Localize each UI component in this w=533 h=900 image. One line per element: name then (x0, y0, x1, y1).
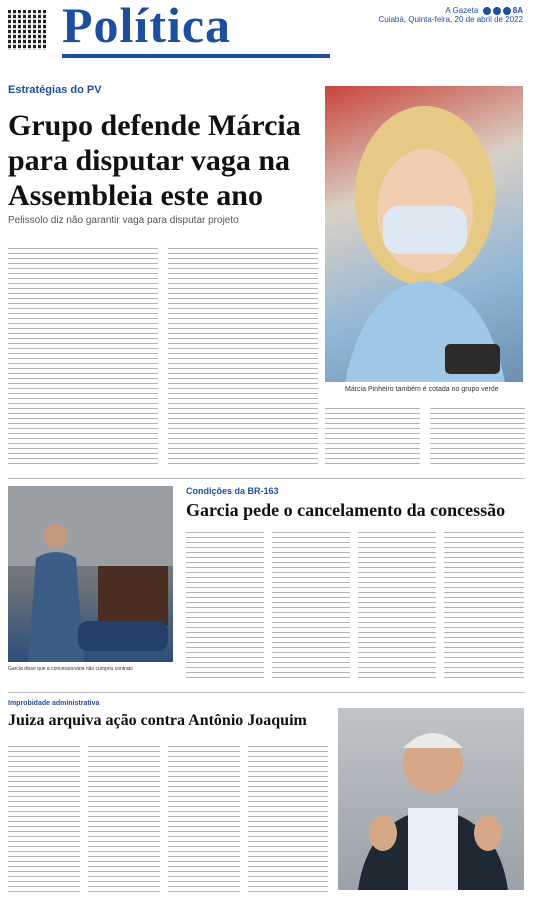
article3-text-col (248, 742, 328, 892)
article2-photo-caption: Garcia disse que a concessionária não cumpriu contrato (8, 666, 133, 672)
divider (8, 692, 525, 693)
page-number: 8A (512, 6, 523, 15)
article1-headline (8, 108, 320, 213)
article1-text-col (8, 246, 158, 464)
article2-text-col (358, 530, 436, 678)
article1-kicker: Estratégias do PV (8, 84, 102, 96)
brand-label: A Gazeta (445, 6, 479, 15)
article1-text-col (325, 408, 420, 464)
article2-text-col (444, 530, 524, 678)
article2-text-col (186, 530, 264, 678)
section-title: Política (62, 0, 232, 53)
social-icon (503, 7, 511, 15)
masthead-rule (62, 54, 330, 58)
headline-line: para disputar vaga na (8, 144, 291, 177)
article3-headline: Juiza arquiva ação contra Antônio Joaquim (8, 712, 307, 729)
article1-text-col (168, 246, 318, 464)
article2-kicker: Condições da BR-163 (186, 486, 279, 496)
qr-code (8, 10, 48, 50)
headline-line: Assembleia este ano (8, 179, 263, 212)
article1-text-col (430, 408, 525, 464)
header-meta (378, 6, 523, 24)
article3-text-col (8, 742, 80, 892)
article3-photo (338, 708, 524, 890)
article2-headline: Garcia pede o cancelamento da concessão (186, 500, 506, 520)
article1-photo (325, 86, 523, 382)
article2-text-col (272, 530, 350, 678)
article1-subhead: Pelissolo diz não garantir vaga para disputar projeto (8, 215, 239, 226)
date-line: Cuiabá, Quinta-feira, 20 de abril de 2022 (378, 15, 523, 24)
divider (8, 478, 525, 479)
article3-text-col (88, 742, 160, 892)
article2-photo (8, 486, 173, 662)
headline-line: Grupo defende Márcia (8, 109, 301, 142)
social-icon (493, 7, 501, 15)
article1-photo-caption: Márcia Pinheiro também é cotada no grupo verde (345, 386, 499, 393)
article3-text-col (168, 742, 240, 892)
article3-kicker: Improbidade administrativa (8, 700, 100, 707)
social-icon (483, 7, 491, 15)
